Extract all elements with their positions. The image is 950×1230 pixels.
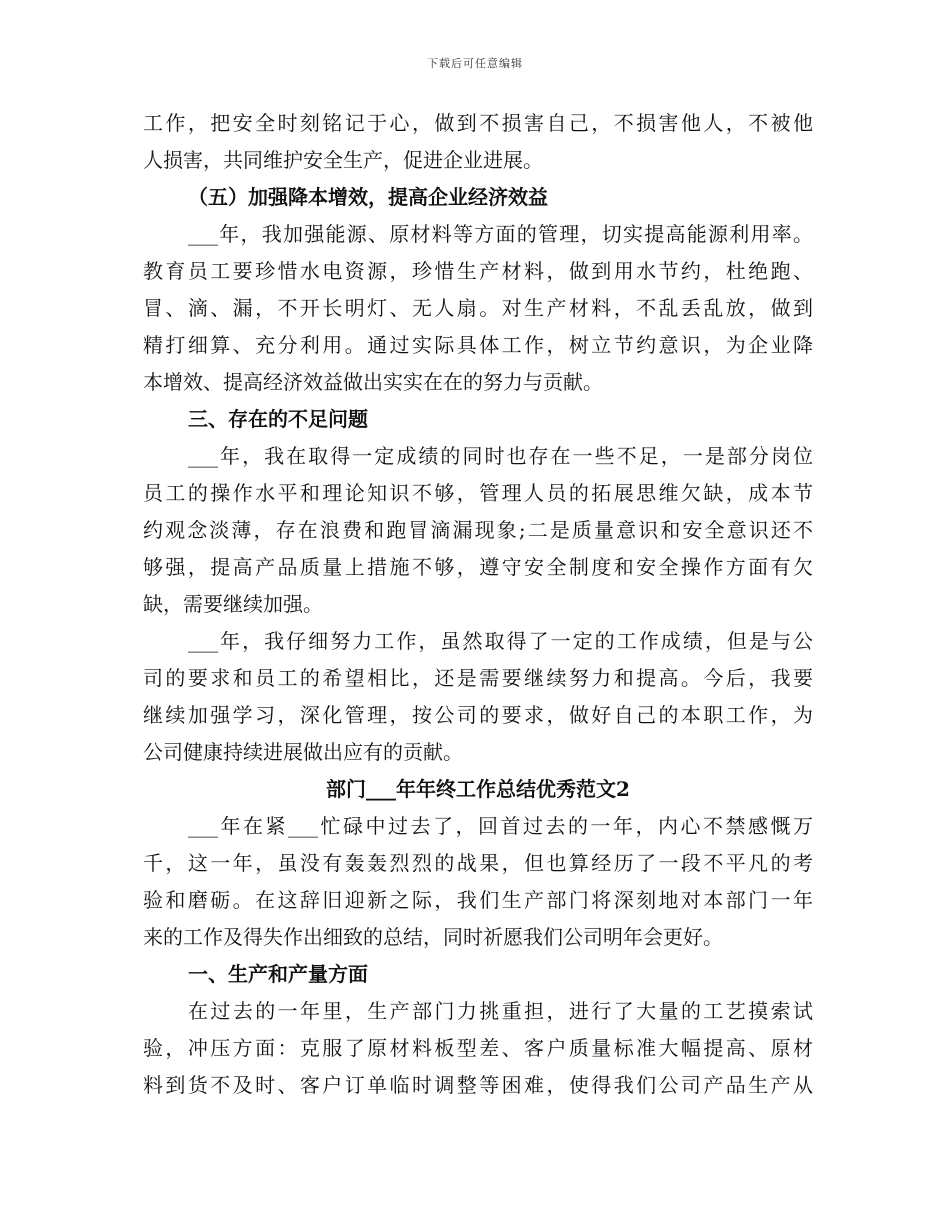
- text-line: 验，冲压方面：克服了原材料板型差、客户质量标准大幅提高、原材: [143, 1036, 813, 1060]
- text-line: ___年在紧___忙碌中过去了，回首过去的一年，内心不禁感慨万: [188, 814, 813, 838]
- text-line: 够强，提高产品质量上措施不够，遵守安全制度和安全操作方面有欠: [143, 555, 813, 579]
- text-line: 本增效、提高经济效益做出实实在在的努力与贡献。: [143, 370, 603, 394]
- section-heading: 三、存在的不足问题: [188, 407, 368, 431]
- text-line: 在过去的一年里，生产部门力挑重担，进行了大量的工艺摸索试: [188, 999, 813, 1023]
- text-line: 精打细算、充分利用。通过实际具体工作，树立节约意识，为企业降: [143, 333, 813, 357]
- text-line: 缺，需要继续加强。: [143, 592, 323, 616]
- text-line: 公司健康持续进展做出应有的贡献。: [143, 740, 463, 764]
- page-header: 下载后可任意编辑: [427, 57, 523, 70]
- text-line: 来的工作及得失作出细致的总结，同时祈愿我们公司明年会更好。: [143, 925, 723, 949]
- text-line: 约观念淡薄，存在浪费和跑冒滴漏现象;二是质量意识和安全意识还不: [143, 518, 813, 542]
- text-line: 教育员工要珍惜水电资源，珍惜生产材料，做到用水节约，杜绝跑、: [143, 259, 813, 283]
- section-heading: 一、生产和产量方面: [188, 962, 368, 986]
- text-line: ___年，我仔细努力工作，虽然取得了一定的工作成绩，但是与公: [188, 629, 813, 653]
- text-line: 工作，把安全时刻铭记于心，做到不损害自己，不损害他人，不被他: [143, 111, 813, 135]
- text-line: 冒、滴、漏，不开长明灯、无人扇。对生产材料，不乱丢乱放，做到: [143, 296, 813, 320]
- text-line: ___年，我在取得一定成绩的同时也存在一些不足，一是部分岗位: [188, 444, 813, 468]
- text-line: 验和磨砺。在这辞旧迎新之际，我们生产部门将深刻地对本部门一年: [143, 888, 813, 912]
- text-line: 继续加强学习，深化管理，按公司的要求，做好自己的本职工作，为: [143, 703, 813, 727]
- text-line: ___年，我加强能源、原材料等方面的管理，切实提高能源利用率。: [188, 222, 813, 246]
- document-body: [143, 105, 813, 1104]
- text-line: 千，这一年，虽没有轰轰烈烈的战果，但也算经历了一段不平凡的考: [143, 851, 813, 875]
- text-line: 人损害，共同维护安全生产，促进企业进展。: [143, 148, 543, 172]
- text-line: 司的要求和员工的希望相比，还是需要继续努力和提高。今后，我要: [143, 666, 813, 690]
- document-title: 部门___年年终工作总结优秀范文2: [326, 777, 630, 801]
- text-line: 料到货不及时、客户订单临时调整等困难，使得我们公司产品生产从: [143, 1073, 813, 1097]
- text-line: 员工的操作水平和理论知识不够，管理人员的拓展思维欠缺，成本节: [143, 481, 813, 505]
- section-heading: （五）加强降本增效，提高企业经济效益: [188, 185, 548, 209]
